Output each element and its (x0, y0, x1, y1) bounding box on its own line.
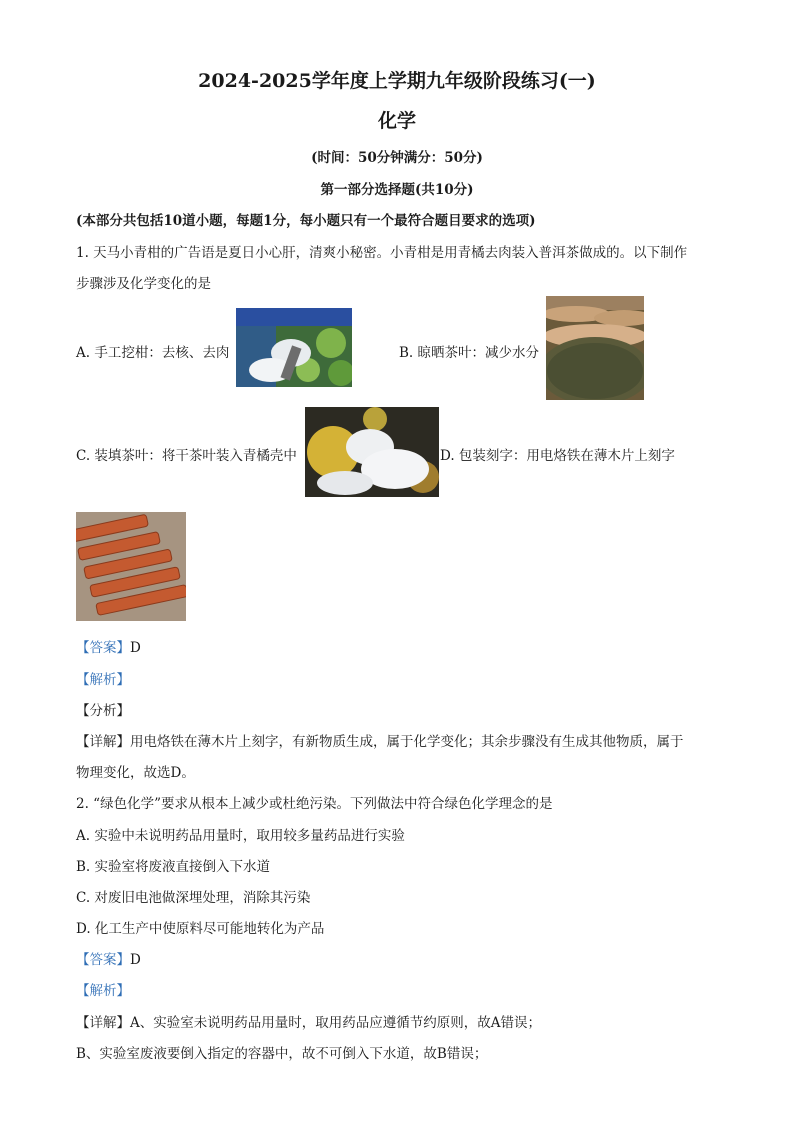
q2-detail-text: A、实验室未说明药品用量时，取用药品应遵循节约原则，故A错误； (130, 1015, 541, 1031)
q2-answer (76, 948, 141, 968)
q1-option-b: B. 晾晒茶叶：减少水分 (399, 345, 540, 361)
q1-answer (76, 636, 141, 656)
part-heading: 第一部分选择题(共10分) (320, 182, 474, 198)
exam-time-info: (时间：50分钟满分：50分) (311, 150, 483, 166)
q2-answer-value: D (130, 952, 141, 968)
q1-option-a: A. 手工挖柑：去核、去肉 (76, 345, 230, 361)
q2-detail-line1 (76, 1011, 541, 1031)
q1-fenxi-tag: 【分析】 (76, 703, 130, 719)
q1-stem-line2: 步骤涉及化学变化的是 (76, 276, 211, 292)
q1-option-c-image (305, 407, 439, 497)
q1-option-a-image (236, 308, 352, 387)
part-instructions: (本部分共包括10道小题，每题1分，每小题只有一个最符合题目要求的选项) (76, 213, 536, 229)
q1-option-b-image (546, 296, 644, 400)
q2-detail-tag: 【详解】 (76, 1015, 130, 1031)
q1-answer-value: D (130, 640, 141, 656)
q2-answer-tag: 【答案】 (76, 952, 130, 968)
q2-option-a: A. 实验中未说明药品用量时，取用较多量药品进行实验 (76, 828, 405, 844)
q2-stem: 2. “绿色化学”要求从根本上减少或杜绝污染。下列做法中符合绿色化学理念的是 (76, 796, 553, 812)
q1-detail-line2: 物理变化，故选D。 (76, 765, 195, 781)
q1-option-d: D. 包装刻字：用电烙铁在薄木片上刻字 (440, 448, 675, 464)
exam-subject: 化学 (377, 110, 416, 132)
q2-option-d: D. 化工生产中使原料尽可能地转化为产品 (76, 921, 325, 937)
q2-option-b: B. 实验室将废液直接倒入下水道 (76, 859, 271, 875)
q2-detail-line2: B、实验室废液要倒入指定的容器中，故不可倒入下水道，故B错误； (76, 1046, 488, 1062)
q2-analysis-tag: 【解析】 (76, 983, 130, 999)
exam-title: 2024-2025学年度上学期九年级阶段练习(一) (198, 70, 596, 92)
q1-stem-line1: 1. 天马小青柑的广告语是夏日小心肝，清爽小秘密。小青柑是用青橘去肉装入普洱茶做成的。以下制作 (76, 245, 688, 261)
q1-analysis-tag: 【解析】 (76, 672, 130, 688)
q1-detail-tag: 【详解】 (76, 734, 130, 750)
q2-option-c: C. 对废旧电池做深埋处理，消除其污染 (76, 890, 311, 906)
q1-option-c: C. 装填茶叶：将干茶叶装入青橘壳中 (76, 448, 297, 464)
q1-detail-text: 用电烙铁在薄木片上刻字，有新物质生成，属于化学变化；其余步骤没有生成其他物质，属于 (130, 734, 684, 750)
q1-answer-tag: 【答案】 (76, 640, 130, 656)
q1-option-d-image (76, 512, 186, 621)
q1-detail-line1 (76, 730, 684, 750)
